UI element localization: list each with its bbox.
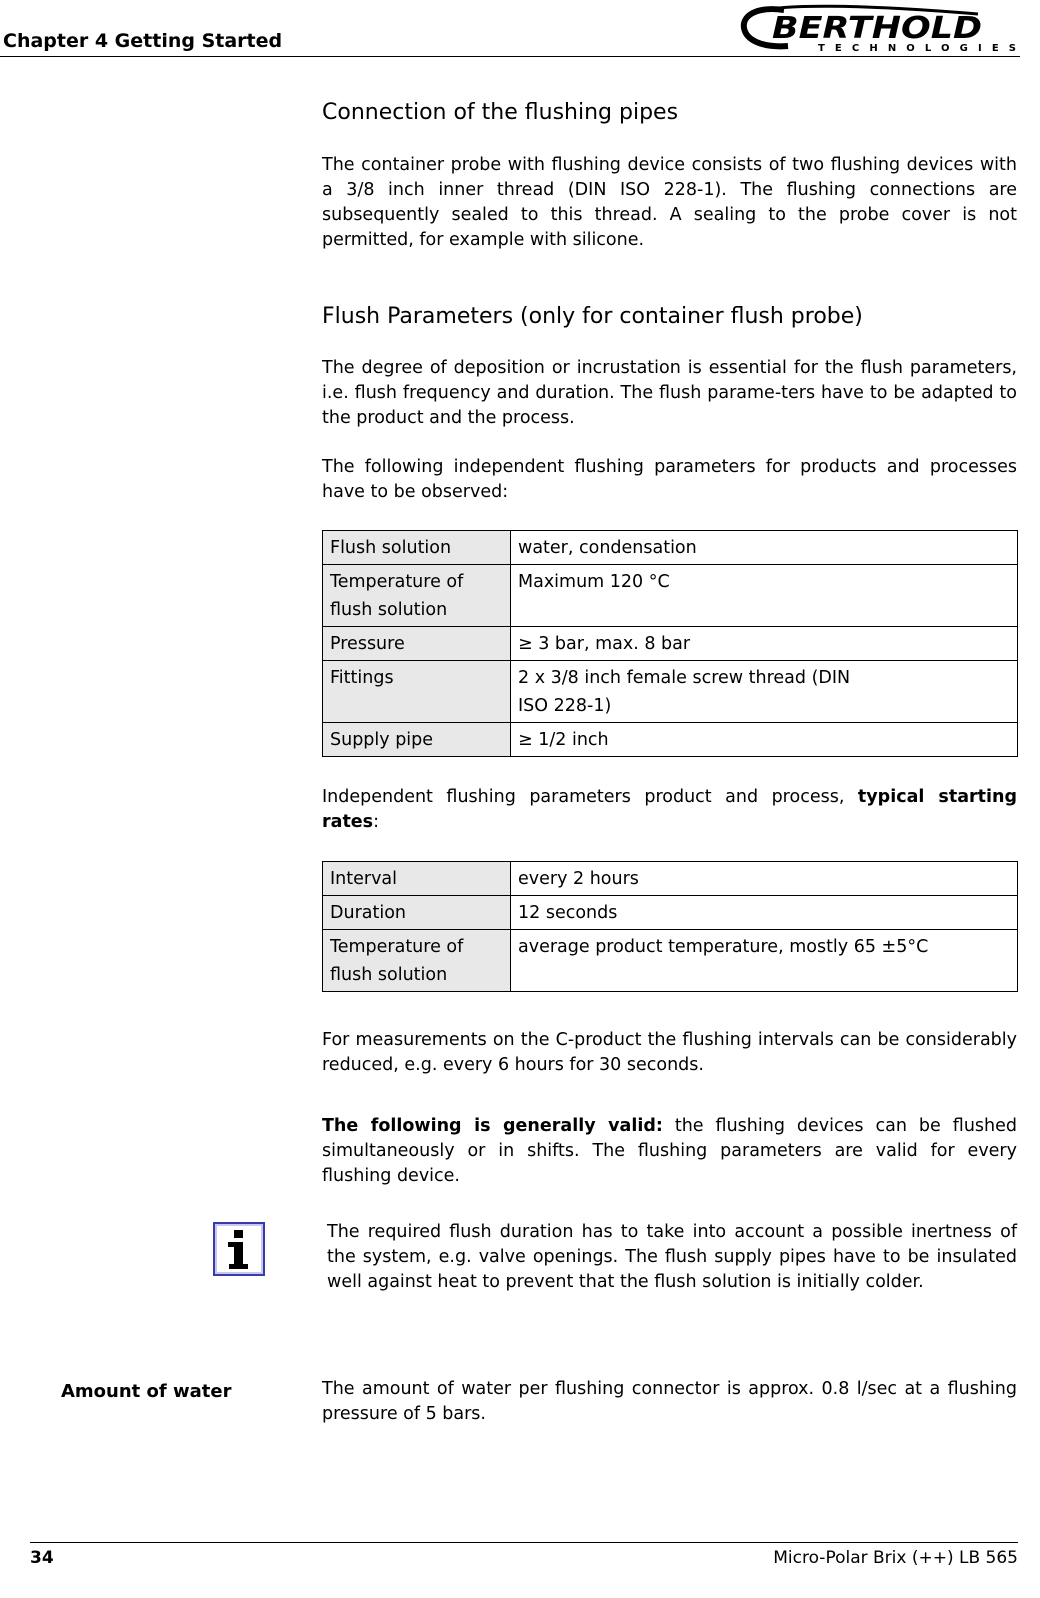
amount-of-water-text: The amount of water per flushing connector is approx. 0.8 l/sec at a flushing pressure of 5 bars. [322,1379,1017,1424]
chapter-title: Chapter 4 Getting Started [3,30,283,52]
table-value: ≥ 3 bar, max. 8 bar [511,627,1018,661]
table-row [323,896,1018,930]
section-heading-flushing-pipes: Connection of the flushing pipes [322,100,679,125]
table-value: 12 seconds [511,896,1018,930]
table-row [323,661,1018,723]
section-heading-flush-parameters: Flush Parameters (only for container flush probe) [322,304,863,329]
table-row [323,862,1018,896]
header-divider [0,56,1020,57]
table-value: Maximum 120 °C [511,565,1018,627]
table-value: 2 x 3/8 inch female screw thread (DIN ISO 228-1) [511,661,1018,723]
table-key: Duration [323,896,511,930]
c-product-paragraph: For measurements on the C-product the flushing intervals can be considerably reduced, e.g. every 6 hours for 30 seconds. [322,1030,1017,1075]
page-number: 34 [30,1548,54,1568]
amount-of-water-label: Amount of water [61,1381,232,1402]
starting-rates-table [322,861,1018,992]
table-key: Fittings [323,661,511,723]
table-key: Pressure [323,627,511,661]
starting-rates-intro: Independent flushing parameters product and process, typical starting rates: [322,787,1017,832]
table-row [323,627,1018,661]
svg-text:TECHNOLOGIES: TECHNOLOGIES [818,43,1016,54]
independent-parameters-intro: The following independent flushing parameters for products and processes have to be observed: [322,457,1017,502]
table-key: Supply pipe [323,723,511,757]
footer-divider [30,1542,1018,1543]
table-value: every 2 hours [511,862,1018,896]
generally-valid-bold: The following is generally valid: [322,1116,663,1136]
svg-text:BERTHOLD: BERTHOLD [772,11,982,46]
table-value: ≥ 1/2 inch [511,723,1018,757]
table-key: Interval [323,862,511,896]
table-row [323,565,1018,627]
table-value: average product temperature, mostly 65 ±5°C [511,930,1018,992]
info-icon [213,1222,265,1276]
berthold-logo [738,2,1020,58]
table-value: water, condensation [511,531,1018,565]
footer-document-title: Micro-Polar Brix (++) LB 565 [773,1548,1018,1568]
table-row [323,531,1018,565]
table-key: Flush solution [323,531,511,565]
note-text: The required flush duration has to take into account a possible inertness of the system, e.g. valve openings. The flush supply pipes have to be insulated well against heat to prevent that the flush solution is initially colder. [327,1222,1017,1292]
flush-parameters-paragraph: The degree of deposition or incrustation is essential for the flush parameters, i.e. flush frequency and duration. The flush parame-ters have to be adapted to the product and the process. [322,358,1017,428]
flushing-pipes-paragraph: The container probe with flushing device consists of two flushing devices with a 3/8 inch inner thread (DIN ISO 228-1). The flushing connections are subsequently sealed to this thread. A sealing to the probe cover is not permitted, for example with silicone. [322,155,1017,250]
table-key: Temperature of flush solution [323,930,511,992]
starting-rates-bold: typical starting rates [322,787,1017,832]
flush-parameters-table [322,530,1018,757]
table-key: Temperature of flush solution [323,565,511,627]
table-row [323,723,1018,757]
table-row [323,930,1018,992]
generally-valid-paragraph: The following is generally valid: the flushing devices can be flushed simultaneously or in shifts. The flushing parameters are valid for every flushing device. [322,1116,1017,1186]
